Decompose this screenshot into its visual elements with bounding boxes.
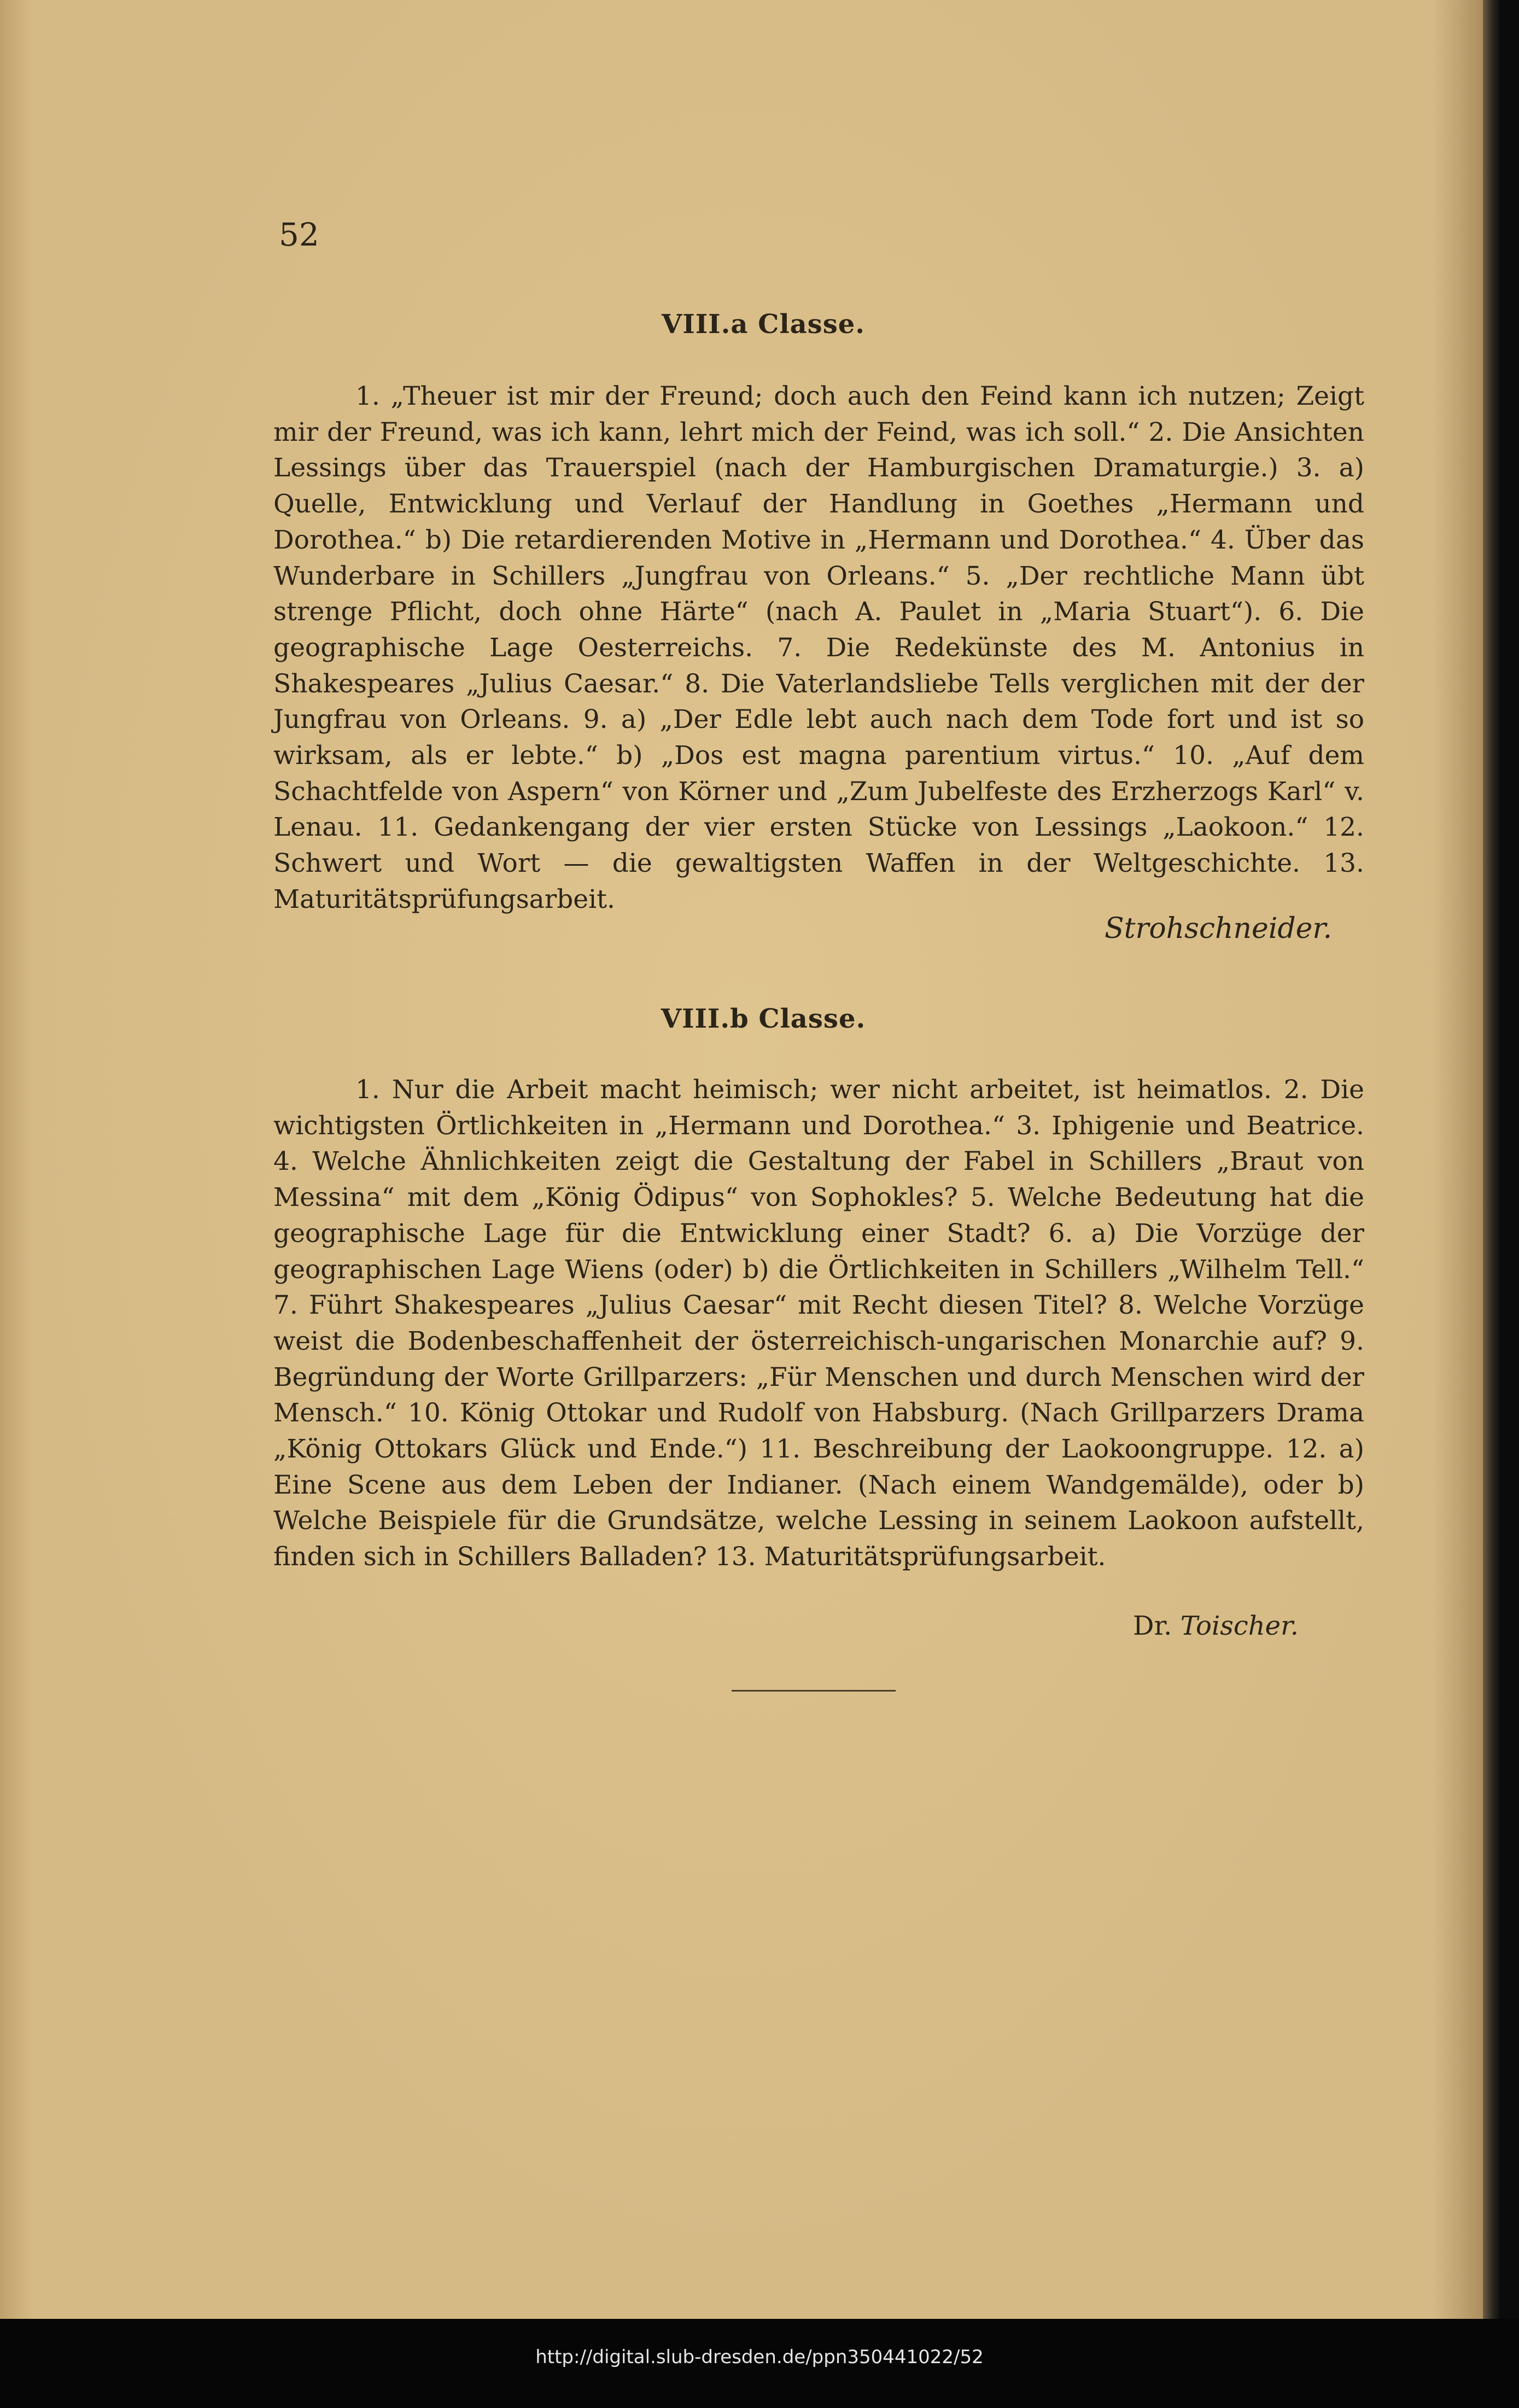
source-url[interactable]: http://digital.slub-dresden.de/ppn350441022/52 (535, 2346, 984, 2368)
signature-toischer (1133, 1611, 1299, 1641)
signature-title: Dr. (1133, 1611, 1172, 1641)
closing-rule (732, 1690, 896, 1692)
page-number: 52 (279, 216, 319, 253)
section-heading-viii-a: VIII.a Classe. (662, 309, 865, 340)
section-body-viii-b: 1. Nur die Arbeit macht heimisch; wer nicht arbeitet, ist heimatlos. 2. Die wichtigsten Örtlichkeiten in „Hermann und Dorothea.“ 3. Iphigenie und Beatrice. 4. Welche Ähnlichkeiten zeigt die Gestaltung der Fabel in Schillers „Braut von Messina“ mit dem „König Ödipus“ von Sophokles? 5. Welche Bedeutung hat die geographische Lage für die Entwicklung einer Stadt? 6. a) Die Vorzüge der geographischen Lage Wiens (oder) b) die Örtlichkeiten in Schillers „Wilhelm Tell.“ 7. Führt Shakespeares „Julius Caesar“ mit Recht diesen Titel? 8. Welche Vorzüge weist die Bodenbeschaffenheit der österreichisch-ungarischen Monarchie auf? 9. Begründung der Worte Grillparzers: „Für Menschen und durch Menschen wird der Mensch.“ 10. König Ottokar und Rudolf von Habsburg. (Nach Grillparzers Drama „König Ottokars Glück und Ende.“) 11. Beschreibung der Laokoongruppe. 12. a) Eine Scene aus dem Leben der Indianer. (Nach einem Wandgemälde), oder b) Welche Beispiele für die Grundsätze, welche Lessing in seinem Laokoon aufstellt, finden sich in Schillers Balladen? 13. Maturitätsprüfungsarbeit. (273, 1075, 1364, 1572)
section-heading-viii-b: VIII.b Classe. (661, 1004, 866, 1034)
section-body-viii-a: 1. „Theuer ist mir der Freund; doch auch den Feind kann ich nutzen; Zeigt mir der Freund, was ich kann, lehrt mich der Feind, was ich soll.“ 2. Die Ansichten Lessings über das Trauerspiel (nach der Hamburgischen Dramaturgie.) 3. a) Quelle, Entwicklung und Verlauf der Handlung in Goethes „Hermann und Dorothea.“ b) Die retardierenden Motive in „Hermann und Dorothea.“ 4. Über das Wunderbare in Schillers „Jungfrau von Orleans.“ 5. „Der rechtliche Mann übt strenge Pflicht, doch ohne Härte“ (nach A. Paulet in „Maria Stuart“). 6. Die geographische Lage Oesterreichs. 7. Die Redekünste des M. Antonius in Shakespeares „Julius Caesar.“ 8. Die Vaterlandsliebe Tells verglichen mit der der Jungfrau von Orleans. 9. a) „Der Edle lebt auch nach dem Tode fort und ist so wirksam, als er lebte.“ b) „Dos est magna parentium virtus.“ 10. „Auf dem Schachtfelde von Aspern“ von Körner und „Zum Jubelfeste des Erzherzogs Karl“ v. Lenau. 11. Gedankengang der vier ersten Stücke von Lessings „Laokoon.“ 12. Schwert und Wort — die gewaltigsten Waffen in der Weltgeschichte. 13. Maturitätsprüfungsarbeit. (273, 381, 1364, 914)
signature-name: Toischer. (1180, 1611, 1299, 1641)
signature-strohschneider: Strohschneider. (1105, 912, 1333, 945)
book-spine-edge (1483, 0, 1499, 2319)
